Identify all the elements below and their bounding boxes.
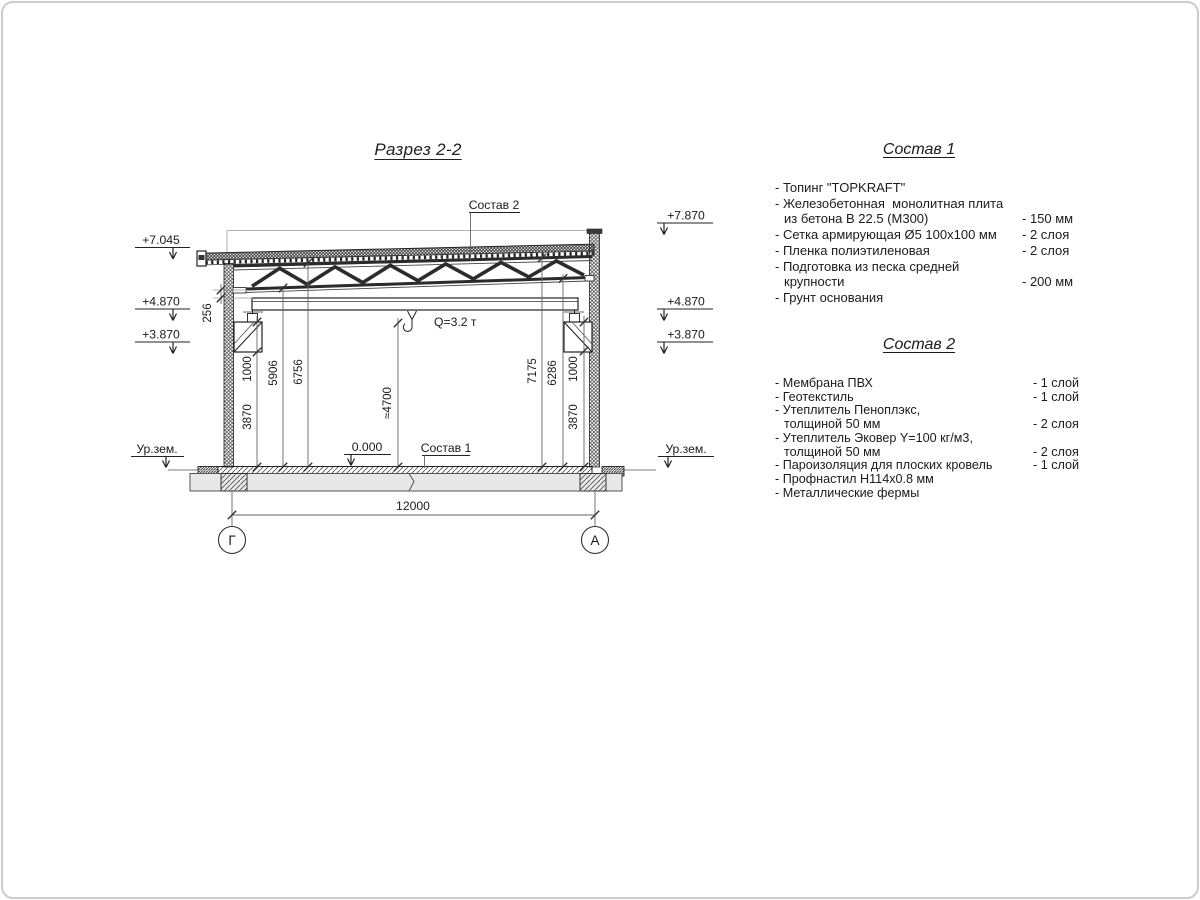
spec-item-value: - 2 слоя <box>1022 242 1070 258</box>
spec-item-value: - 200 мм <box>1022 274 1074 290</box>
spec-item-value: - 2 слоя <box>1033 417 1079 432</box>
spec-item <box>775 487 1103 501</box>
composition2-ref: Состав 2 <box>468 198 520 212</box>
elev-4870-left: +4.870 <box>142 294 180 309</box>
spec-item-value: - 1 слой <box>1033 376 1080 390</box>
composition-2-title: Состав 2 <box>882 336 956 353</box>
spec-item-text: - Пароизоляция для плоских кровель <box>775 458 993 473</box>
spec-item-value: - 2 слоя <box>1022 227 1070 243</box>
composition1-ref: Состав 1 <box>420 441 472 455</box>
span-dimension <box>228 491 599 527</box>
spec-item-text: - Топинг "TOPKRAFT" <box>775 180 906 195</box>
spec-item <box>775 274 1103 290</box>
composition-2-rows <box>775 377 1103 500</box>
spec-item-text: толщиной 50 мм <box>784 417 881 432</box>
dim-7175: 7175 <box>527 358 539 384</box>
composition-1-title: Состав 1 <box>882 141 956 158</box>
spec-item-value: - 1 слой <box>1033 458 1080 473</box>
spec-item <box>775 259 1103 275</box>
spec-item-text: - Сетка армирующая Ø5 100x100 мм <box>775 227 997 243</box>
crane-beam <box>243 298 584 322</box>
spec-item <box>775 243 1103 259</box>
dim-1000-right: 1000 <box>568 356 580 382</box>
spec-item <box>775 473 1103 487</box>
crane-hook <box>403 311 416 331</box>
spec-item-text: - Профнастил Н114x0.8 мм <box>775 471 934 486</box>
spec-item-text: - Утеплитель Эковер Y=100 кг/м3, <box>775 430 973 445</box>
spec-item-text: - Пленка полиэтиленовая <box>775 242 930 258</box>
elev-4870-right: +4.870 <box>667 294 705 309</box>
composition-leaders <box>421 198 520 468</box>
dim-4700: ≈4700 <box>382 387 394 419</box>
spec-item-text: - Подготовка из песка средней <box>775 258 960 274</box>
dim-3870-right: 3870 <box>568 404 580 430</box>
axis-right: А <box>590 533 600 548</box>
composition-2-spec <box>773 336 1103 500</box>
spec-item-text: - Мембрана ПВХ <box>775 376 873 390</box>
zero-level: 0.000 <box>351 440 383 454</box>
left-foundation <box>221 474 247 492</box>
spec-item-value: - 1 слой <box>1033 389 1080 404</box>
composition-1-rows <box>775 180 1103 306</box>
elevation-marks-right <box>657 209 713 354</box>
spec-item-value: - 150 мм <box>1022 211 1074 227</box>
dim-1000-left: 1000 <box>242 356 254 382</box>
spec-item <box>775 459 1103 473</box>
dim-256: 256 <box>202 303 214 323</box>
dim-6286: 6286 <box>547 360 559 386</box>
drawing-title: Разрез 2-2 <box>374 140 462 159</box>
axis-left: Г <box>228 533 236 548</box>
spec-item-text: - Грунт основания <box>775 289 884 305</box>
elevation-marks-left <box>135 233 190 354</box>
ground-level-right: Ур.зем. <box>665 442 707 456</box>
dim-3870-left: 3870 <box>242 404 254 430</box>
roof-edge-detail <box>199 255 205 260</box>
crane-capacity-label: Q=3.2 т <box>434 315 477 329</box>
section-drawing <box>0 0 760 620</box>
spec-item-text: - Геотекстиль <box>775 389 854 404</box>
elev-7870: +7.870 <box>667 208 705 223</box>
axis-bubbles <box>219 527 609 554</box>
spec-item <box>775 391 1103 405</box>
ground-level-left: Ур.зем. <box>136 442 178 456</box>
spec-item-text: толщиной 50 мм <box>784 444 881 459</box>
floor <box>168 467 656 492</box>
spec-item-text: - Металлические фермы <box>775 485 920 500</box>
corbels <box>234 322 592 352</box>
right-foundation <box>580 474 606 492</box>
spec-item <box>775 418 1103 432</box>
dim-5906: 5906 <box>268 360 280 386</box>
spec-item-text: - Железобетонная монолитная плита <box>775 195 1004 211</box>
spec-item <box>775 404 1103 418</box>
composition-1-spec <box>773 141 1103 305</box>
parapet-cap <box>587 229 602 234</box>
spec-item <box>775 211 1103 227</box>
elev-3870-left: +3.870 <box>142 327 180 342</box>
spec-item <box>775 446 1103 460</box>
elev-3870-right: +3.870 <box>667 327 705 342</box>
dim-span: 12000 <box>396 499 430 513</box>
spec-item-text: крупности <box>784 274 845 290</box>
spec-item-text: из бетона В 22.5 (М300) <box>784 211 929 227</box>
spec-item <box>775 180 1103 196</box>
spec-item <box>775 196 1103 212</box>
spec-item <box>775 290 1103 306</box>
dim-6756: 6756 <box>293 359 305 385</box>
floor-slab <box>190 474 622 492</box>
spec-item-value: - 2 слоя <box>1033 444 1079 459</box>
spec-item <box>775 227 1103 243</box>
spec-item-text: - Утеплитель Пеноплэкс, <box>775 403 921 418</box>
spec-item <box>775 432 1103 446</box>
elev-7045: +7.045 <box>142 233 180 247</box>
floor-finish-strip <box>218 467 592 474</box>
spec-item <box>775 377 1103 391</box>
